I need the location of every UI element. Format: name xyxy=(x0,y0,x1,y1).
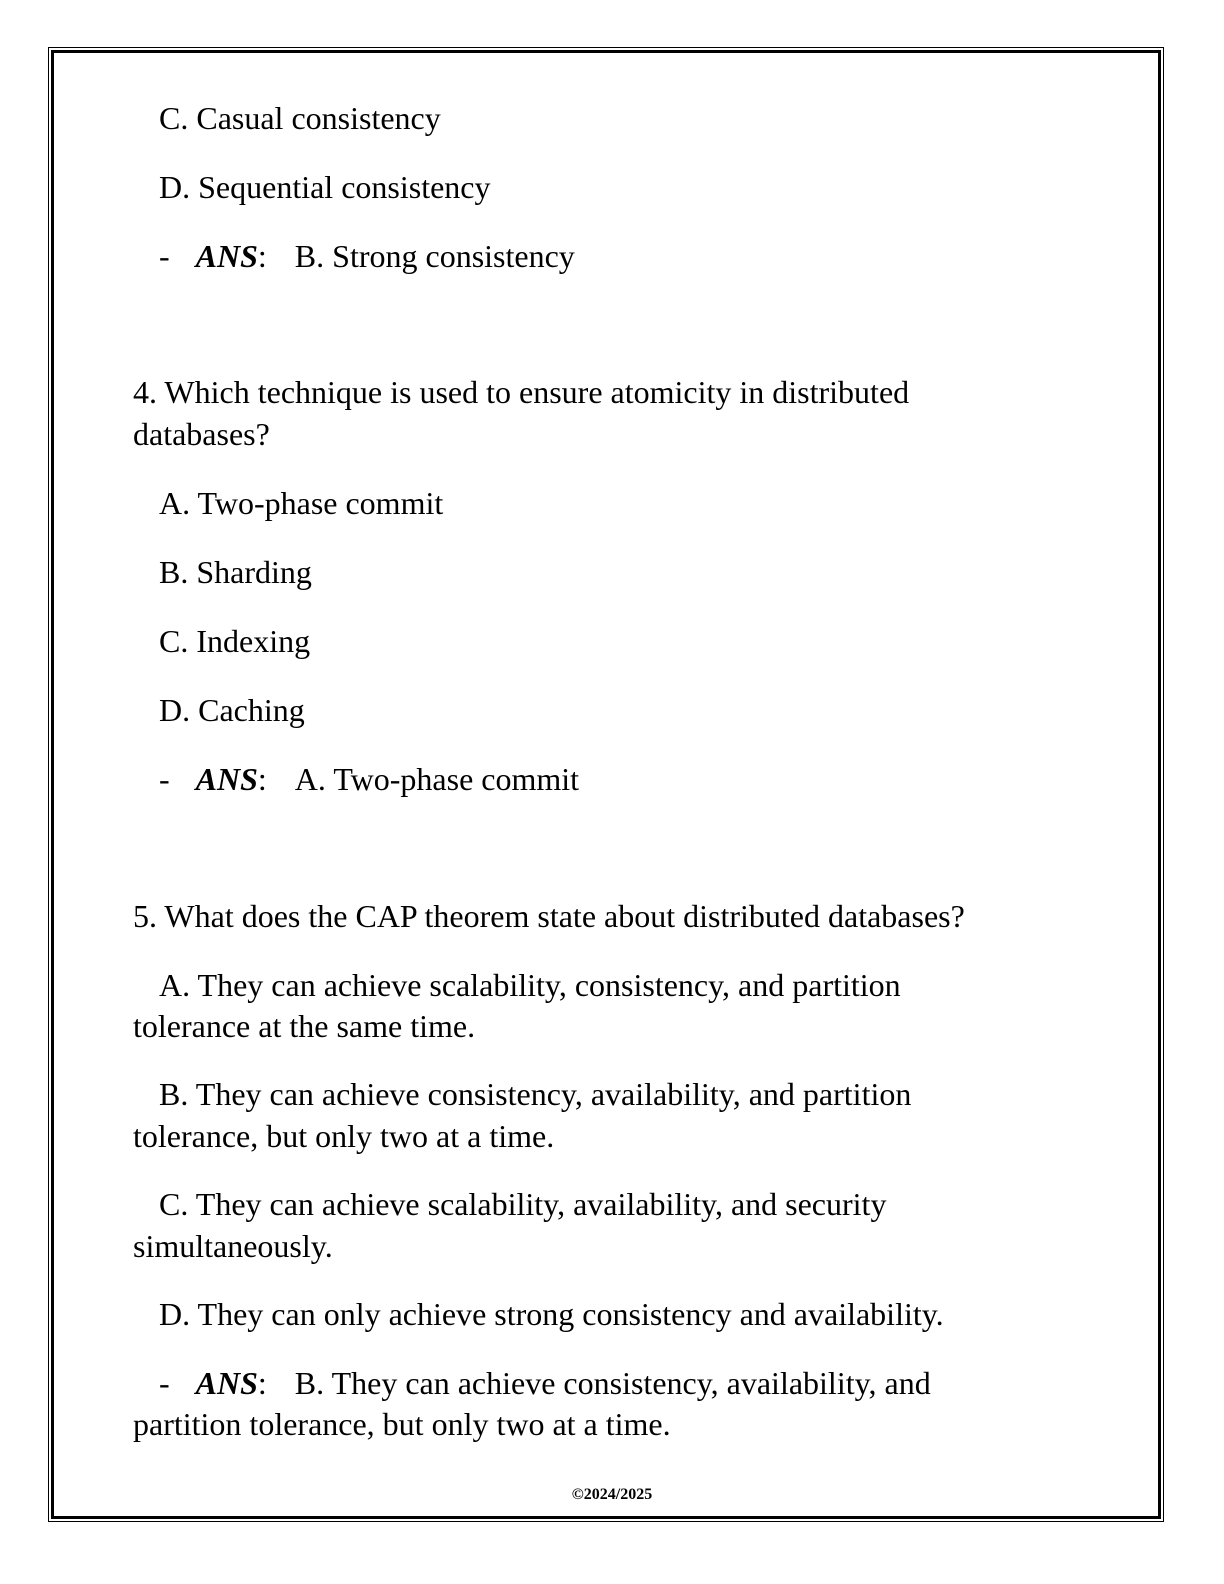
question-4-line-2: databases? xyxy=(133,416,270,452)
answer-text: A. Two-phase commit xyxy=(294,761,580,797)
q5-option-b-line-2: tolerance, but only two at a time. xyxy=(133,1118,555,1154)
answer-dash: - xyxy=(159,238,170,274)
q4-answer-line xyxy=(159,763,579,795)
answer-label: ANS xyxy=(195,1365,258,1401)
answer-line xyxy=(159,240,575,272)
answer-label: ANS xyxy=(195,761,258,797)
answer-colon: : xyxy=(257,238,267,274)
q5-option-b-line-1: B. They can achieve consistency, availability, and partition xyxy=(159,1076,912,1112)
q4-option-a: A. Two-phase commit xyxy=(159,485,444,521)
answer-dash: - xyxy=(159,1365,170,1401)
answer-text: B. Strong consistency xyxy=(294,238,575,274)
q5-answer-line-2: partition tolerance, but only two at a time. xyxy=(133,1406,671,1442)
question-4-line-1: 4. Which technique is used to ensure atomicity in distributed xyxy=(133,374,910,410)
copyright-footer: ©2024/2025 xyxy=(571,1486,653,1503)
answer-colon: : xyxy=(257,761,267,797)
q5-answer-line-1 xyxy=(159,1367,931,1399)
option-d: D. Sequential consistency xyxy=(159,169,491,205)
option-c: C. Casual consistency xyxy=(159,100,441,136)
q4-option-d: D. Caching xyxy=(159,692,305,728)
q5-option-a-line-2: tolerance at the same time. xyxy=(133,1008,476,1044)
q5-option-c-line-2: simultaneously. xyxy=(133,1228,333,1264)
answer-colon: : xyxy=(257,1365,267,1401)
q5-option-c-line-1: C. They can achieve scalability, availability, and security xyxy=(159,1186,887,1222)
answer-dash: - xyxy=(159,761,170,797)
answer-text: B. They can achieve consistency, availability, and xyxy=(294,1365,931,1401)
q4-option-c: C. Indexing xyxy=(159,623,311,659)
q5-option-d: D. They can only achieve strong consistency and availability. xyxy=(159,1296,944,1332)
q5-option-a-line-1: A. They can achieve scalability, consistency, and partition xyxy=(159,967,901,1003)
answer-label: ANS xyxy=(195,238,258,274)
question-5-line-1: 5. What does the CAP theorem state about distributed databases? xyxy=(133,898,965,934)
q4-option-b: B. Sharding xyxy=(159,554,312,590)
